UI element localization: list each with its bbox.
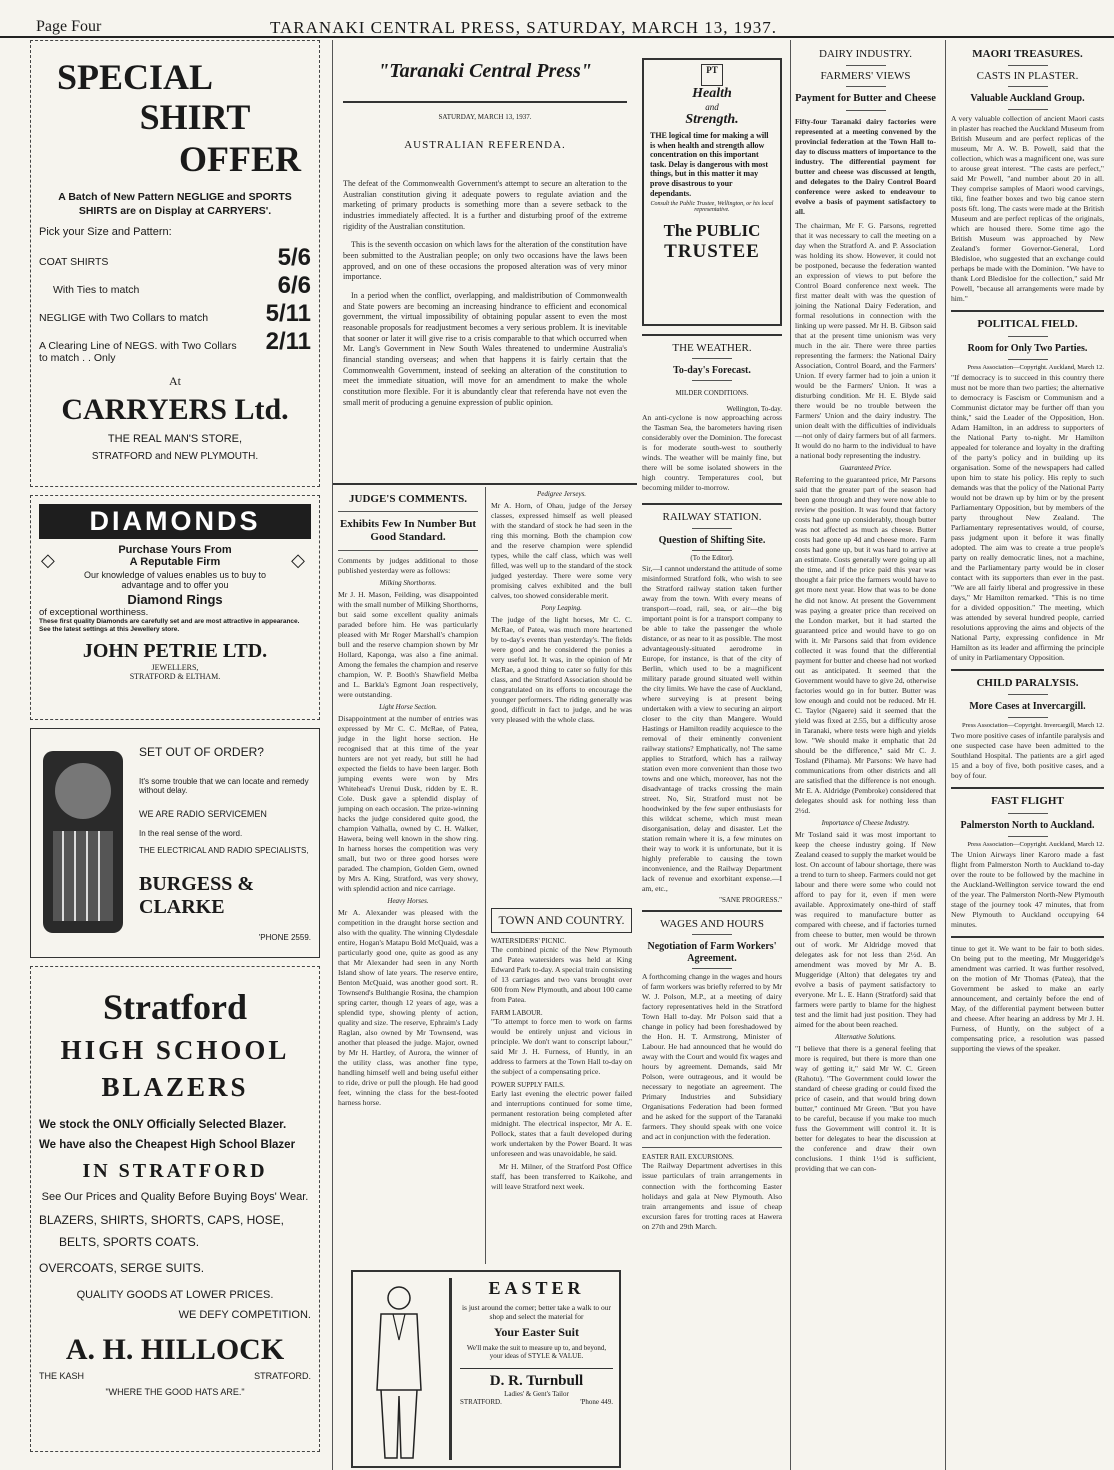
section-head: MILDER CONDITIONS. <box>675 389 749 398</box>
ad-question: SET OUT OF ORDER? <box>139 745 264 759</box>
paragraph: Comments by judges additional to those published yesterday were as follows: <box>338 555 478 575</box>
blazers-ad <box>30 966 320 1452</box>
paragraph: Referring to the guaranteed price, Mr Parsons said that the greater part of the season had been gone through and they were now able to review the position. It was found that factory costs had gone up considerably, though butter was not affected as much as cheese. Butter costs had gone up 4d and cheese more. Farm costs had gone up, but it was hard to arrive at an estimate. Costs generally were going up all the time, and if the price paid this year was thought a fair price the farmers would have to get more next year. How that was to be done he did not know. At present the Government was paying a greater price than received on the London market, but it had started the guaranteed price and would have to go on with it. Mr Parsons said that from evidence collected it was found that the differential payment for butter and cheese had not worked out as anticipated. It seemed that the Government would have to give 2d, otherwise factories would go in for butter. Butter was low enough and could not be reduced. Mr H. C. Taylor (Ngaere) said it seemed that the yield was fixed at 2.55, but a difficulty arose in Taranaki, where tests were high and yields low. "We should make it emphatic that 2d should be the difference," said Mr C. J. Tosland (Pihama). Mr Parsons: We have had communications from other districts and all are satisfied that the difference is not enough. Mr E. A. Aldridge (Pembroke) considered that delegates should ask for nothing less than 2½d. <box>795 475 936 815</box>
ad-line: BELTS, SPORTS COATS. <box>59 1235 200 1249</box>
article-headline: POLITICAL FIELD. <box>977 318 1078 331</box>
ad-line: JEWELLERS, <box>151 662 199 672</box>
article-subheadline: Negotiation of Farm Workers' Agreement. <box>647 941 777 965</box>
paragraph: The defeat of the Commonwealth Government's attempt to secure an alteration to the Australian constitution giving it adequate powers to regulate aviation and the marketing of primary products is something more than a severe setback to the industries immediately affected. It is a further and disturbing proof of the extreme rigidity of the Australian constitution. <box>343 179 627 231</box>
ad-line: IN STRATFORD <box>82 1160 268 1182</box>
ad-store: A. H. HILLOCK <box>65 1333 285 1366</box>
article-subheadline: Palmerston North to Auckland. <box>960 819 1095 831</box>
ad-at: At <box>169 374 181 389</box>
section-head: Milking Shorthorns. <box>379 578 437 587</box>
public-trustee-logo: PT <box>701 64 723 86</box>
ad-store: BURGESS & CLARKE <box>139 873 255 918</box>
ad-intro: A Batch of New Pattern NEGLIGE and SPORTS SHIRTS are on Display at CARRYERS'. <box>58 191 292 217</box>
editorial-title: AUSTRALIAN REFERENDA. <box>404 139 566 151</box>
paragraph: Mr Tosland said it was most important to keep the cheese industry going. If New Zealand ceased to supply the market would be lost. On account of labour shortage, there was a trend to turn to sheep. Farmers could not get labour and there were some who could not afford to pay for it, even if men were available. Approximately one-third of staff was required to manufacture butter as compared with cheese, and if factories turned from cheese to butter, men would be thrown out of work. Mr Aldridge moved that delegates ask for not less than 2½d. An amendment was moved by Mr A. B. Muggeridge (Alton) that delegates try and evolve a basis of payment satisfactory to everyone. Mr L. E. Hann (Stratford) said that farmers were partly to blame for the highest test and the limit had just position. They had aimed for the about been reached. <box>795 829 936 1030</box>
radio-cabinet-illustration <box>39 747 127 937</box>
ad-phone: 'PHONE 2559. <box>258 933 311 942</box>
political-field-article <box>951 318 1104 663</box>
ad-headline-shirt: SHIRT <box>139 97 251 137</box>
paragraph: Disappointment at the number of entries was expressed by Mr C. C. McRae, of Patea, judge in the light horse section. He recognised that at this time of the year hunters are not yet ready, but still he had expected the fields to have been larger. Both jumping events were won by Mrs Whitehead's Urenui Dusk, ridden by E. R. Cole. Dusk gave a splendid display of jumping on each occasion. The prize-winning hacks the judge considered quite good, the champion Valhalla, owned by C. H. Walker, Hawera, being well known in the show ring. In harness horses the competition was very small, but two or three good horses were paraded. The champion, Golden Gem, owned by Mrs A. King, Stratford, was very showy, with splendid action and nice carriage. <box>338 713 478 894</box>
price-row: COAT SHIRTS 5/6 <box>39 244 311 272</box>
paragraph: Two more positive cases of infantile paralysis and one suspected case have been admitted to the Southland Hospital. The patients are a girl aged 15 and a boy of five, both positive cases, and a boy of four. <box>951 731 1104 781</box>
article-headline: JUDGE'S COMMENTS. <box>349 493 467 505</box>
article-subheadline: More Cases at Invercargill. <box>969 701 1086 713</box>
ad-headline: HIGH SCHOOL <box>60 1035 290 1065</box>
price-row: A Clearing Line of NEGS. with Two Collars to match . . Only 2/11 <box>39 328 311 365</box>
paragraph: Mr A. Alexander was pleased with the competition in the draught horse section and also with the quality. The winning Clydesdale entire, Hogan's Matapu Bold McQuaid, was a particularly good one, quite as good as any that Mr Alexander had seen in any North Island show of late years. The reserve entire, Benton McQuaid, was another good sort. R. Townsend's Bulthangie Rosina, the champion spring carter, though 12 years of age, was a splendid type, showing plenty of action, quality and size. The reserve, Ephraim's Lady Raglan, also owned by Mr Townsend, was another that pleased the judge. Major, owned by Mr H. Hartley, of Aurora, the winner of the utility class, was another fine type, handling himself well and being useful either to ride, drive or pull the plough. He had good feet, winning the class for the best-footed harness horse. <box>338 908 478 1108</box>
ad-line: is just around the corner; better take a walk to our shop and select the material for <box>461 1303 612 1321</box>
wages-and-hours-article <box>642 918 782 1142</box>
ad-line: A Reputable Firm <box>129 556 221 568</box>
section-head: Light Horse Section. <box>379 702 437 711</box>
man-in-suit-illustration <box>359 1280 439 1464</box>
ad-line: We'll make the suit to measure up to, and beyond, your ideas of STYLE & VALUE. <box>466 1344 607 1360</box>
section-head: (To the Editor). <box>690 553 734 562</box>
ad-line: Purchase Yours From <box>118 544 232 556</box>
article-headline: MAORI TREASURES. <box>972 48 1083 60</box>
section-head: Pedigree Jerseys. <box>536 490 587 498</box>
fast-flight-article <box>951 795 1104 929</box>
paragraph: The Union Airways liner Karoro made a fast flight from Palmerston North to Auckland to-day over the route to be followed by the machine in the Auckland-Wellington service toward the end of the year. The Palmerston North-New Plymouth stage of the journey took 47 minutes, that from New Plymouth to Auckland occupying 64 minutes. <box>951 849 1104 929</box>
easter-suit-ad <box>351 1270 621 1468</box>
article-subheadline: Valuable Auckland Group. <box>970 93 1085 105</box>
diamond-icon: ◇ <box>291 550 305 570</box>
dateline: Wellington, To-day. <box>726 405 782 414</box>
paragraph: In a period when the conflict, overlapping, and maldistribution of Commonwealth and State powers are becoming an increasing hindrance to efficient and economical government, the virtual impossibility of obtaining popular assent to even the most reasonable proposals for readjustment becomes a very serious problem. It is inevitable that sooner or later it will give rise to a crisis comparable to that which occurred when Mr. Lang's Government in New South Wales threatened to undermine Australia's financial standing overseas; and when that happens it is fairly certain that the Commonwealth Government, instead of seeking an alteration of the constitution to meet the immediate situation, will move for an amendment to make the whole constitution more flexible. For it is abundantly clear that referenda have not even the small merit of producing a genuine expression of public opinion. <box>343 291 627 407</box>
article-headline: DAIRY INDUSTRY. <box>819 48 912 60</box>
article-subheadline: Payment for Butter and Cheese <box>795 93 936 105</box>
shirt-offer-ad <box>30 40 320 487</box>
article-headline: TOWN AND COUNTRY. <box>491 908 632 933</box>
paragraph: The judge of the light horses, Mr C. C. McRae, of Patea, was much more heartened by to-day's events than yesterday's. The fields were good and he considered the ponies a very useful lot. It was, in the opinion of Mr McRae, a good thing to cater so fully for this class, and the Stratford Association should be congratulated on its efforts to encourage the younger performers. The riding generally was good, difficult in fact to judge, and he was very pleased with the whole class. <box>491 615 632 725</box>
radio-repair-ad <box>30 728 320 958</box>
article-subheadline: Room for Only Two Parties. <box>967 342 1088 354</box>
ad-line: It's some trouble that we can locate and remedy without delay. <box>139 777 309 795</box>
ad-line: 'Phone 449. <box>580 1398 613 1406</box>
price-row: NEGLIGE with Two Collars to match 5/11 <box>39 300 311 328</box>
paragraph: An anti-cyclone is now approaching across the Tasman Sea, the barometers having risen considerably over the Dominion. The forecast is for moderate south-west to southerly winds. The weather will be mainly fine, but there will be some isolated showers in the high country. Temperatures cool, but becoming milder to-morrow. <box>642 413 782 493</box>
paragraph: "I believe that there is a general feeling that more is required, but there is more than one way of getting it," said Mr W. C. Green (Rahotu). "The Government could lower the standard of cheese grading or could fixed the price of casein, and that would bring down butter," continued Mr Green. "But you have to be careful, because if you make too much fuss the Government will control it. It is better for delegates to hear the discussion at the conference and draw their own conclusions. I think 1½d is sufficient, providing that we can con- <box>795 1044 936 1174</box>
ad-brand: TRUSTEE <box>664 241 760 263</box>
ad-line: Health <box>692 86 732 101</box>
paragraph: "To attempt to force men to work on farms would be entirely unjust and vicious in principle. We don't want to conscript labour," said Mr J. H. Furness, of Huntly, in an address to farmers at the Town Hall to-day on the subject of a compensating price. <box>491 1017 632 1077</box>
ad-store: JOHN PETRIE LTD. <box>82 639 268 662</box>
article-headline: CHILD PARALYSIS. <box>976 677 1079 690</box>
section-head: Pony Leaping. <box>541 604 582 613</box>
easter-rail-article <box>642 1153 782 1231</box>
paragraph: Early last evening the electric power failed and interruptions continued for some time, permanent restoration being completed after midnight. The electrical inspector, Mr A. E. Pollock, states that a fault developed during work undertaken by the Power Board. It was unforeseen and was unavoidable, he said. <box>491 1089 632 1159</box>
ad-headline-special: SPECIAL <box>57 57 214 97</box>
ad-line: Our knowledge of values enables us to buy to advantage and to offer you <box>83 570 267 590</box>
paper-title: "Taranaki Central Press" <box>378 60 592 82</box>
ad-line: STRATFORD. <box>254 1371 311 1381</box>
ad-headline: EASTER <box>488 1278 585 1298</box>
ad-line: WE ARE RADIO SERVICEMEN <box>139 809 267 819</box>
ad-headline: BLAZERS <box>101 1072 249 1102</box>
article-subheadline: Exhibits Few In Number But Good Standard. <box>339 518 477 544</box>
section-head: POWER SUPPLY FAILS. <box>491 1081 565 1090</box>
column-four <box>790 40 940 1470</box>
article-headline: FAST FLIGHT <box>991 795 1064 808</box>
price-row: With Ties to match 6/6 <box>53 272 311 300</box>
column-three <box>642 40 782 1470</box>
ad-body: THE logical time for making a will is when health and strength allow concentration on this important task. Delay is dangerous with most things, but in this matter it may prove disastrous to your dependants. <box>650 131 769 198</box>
ad-line: We have also the Cheapest High School Blazer <box>39 1139 296 1151</box>
dateline: Press Association—Copyright. Auckland, March 12. <box>967 363 1104 371</box>
ad-line: BLAZERS, SHIRTS, SHORTS, CAPS, HOSE, <box>39 1213 284 1227</box>
section-head: Importance of Cheese Industry. <box>821 818 910 827</box>
ad-line: We stock the ONLY Officially Selected Blazer. <box>39 1119 287 1131</box>
ad-line: These first quality Diamonds are carefully set and are most attractive in appearance. See the latest settings at this Jewellery store. <box>39 618 300 633</box>
diamond-icon: ◇ <box>41 550 55 570</box>
ad-line: Diamond Rings <box>127 592 223 607</box>
paragraph: Mr A. Horn, of Ohau, judge of the Jersey classes, expressed himself as well pleased with the standard of stock he had seen in the ring this morning. Both the champion cow and the reserve champion were splendid types, while the calf class, which was well filled, was well up to the standard of the stock judged yesterday. There were some very promising calves exhibited and the bull calves, too showed considerable merit. <box>491 501 632 601</box>
ad-line: STRATFORD & ELTHAM. <box>129 671 221 681</box>
article-subheadline: To-day's Forecast. <box>673 365 751 377</box>
ad-line: QUALITY GOODS AT LOWER PRICES. <box>76 1289 274 1301</box>
dateline: Press Association—Copyright. Invercargill, March 12. <box>962 722 1104 730</box>
ad-line: In the real sense of the word. <box>139 829 243 838</box>
ad-line: THE ELECTRICAL AND RADIO SPECIALISTS, <box>139 846 309 855</box>
section-head: Alternative Solutions. <box>835 1033 896 1042</box>
ad-line: of exceptional worthiness. <box>39 607 149 618</box>
ad-line: WE DEFY COMPETITION. <box>178 1309 311 1321</box>
ad-line: Ladies' & Gent's Tailor <box>504 1390 569 1398</box>
paragraph: The Railway Department advertises in this issue particulars of train arrangements in connection with the forthcoming Easter holidays and gala at New Plymouth. Also train arrangements and issue of cheap excursion fares for trotting races at Hawera on 27th and 29th March. <box>642 1161 782 1231</box>
dateline: Press Association—Copyright. Auckland, March 12. <box>967 840 1104 848</box>
ad-store: CARRYERS Ltd. <box>61 393 289 427</box>
paragraph: This is the seventh occasion on which laws for the alteration of the constitution have been submitted to the Australian people; on only two occasions have the laws been approved, and on one of these occasions the proposed alteration was of very minor importance. <box>343 240 627 282</box>
ad-line: OVERCOATS, SERGE SUITS. <box>39 1261 205 1275</box>
ad-pick: Pick your Size and Pattern: <box>39 226 172 239</box>
article-headline: WAGES AND HOURS <box>660 918 764 931</box>
section-head: WATERSIDERS' PICNIC. <box>491 937 567 945</box>
ad-headline-offer: OFFER <box>179 139 301 179</box>
article-subheadline: CASTS IN PLASTER. <box>976 70 1079 83</box>
ad-slogan: "WHERE THE GOOD HATS ARE." <box>105 1387 245 1397</box>
paragraph: A forthcoming change in the wages and hours of farm workers was briefly referred to by Mr W. J. Polson, M.P., at a meeting of dairy factory representatives held in the Stratford Town Hall to-day. Mr Polson said that a change in policy had been foreshadowed by the Hon. H. T. Armstrong, Minister of Labour. He had announced that he would do away with the Court and would fix wages and hours by agreement. Demands, said Mr Polson, were outrageous, and it would be necessary to negotiate an agreement. The Primary Industries and Subsidiary Organisations Federation had been formed and he asked for the support of the Taranaki farmers. They should speak with one voice and act in conjunction with the federation. <box>642 972 782 1142</box>
editorial-date: SATURDAY, MARCH 13, 1937. <box>438 113 532 121</box>
section-head: Guaranteed Price. <box>839 464 892 473</box>
ad-line: Consult the Public Trustee, Wellington, or his local representative. <box>650 201 774 214</box>
paragraph: "If democracy is to succeed in this country there must not be more than two parties; the alternative to democracy is Fascism or Communism and a Communist dictator may be further off than you think," said the Leader of the Opposition, Hon. Adam Hamilton, in an address to supporters of the National Party to-night. Mr Hamilton appealed for tolerance and loyalty in the drafting of the party's policy and in building up its organisation. Some of the newspapers had called upon him to state his policy. His reply to such demands was that the policy of the National Party would not be drawn up by him or by the present Parliamentary Opposition, but by members of the party throughout New Zealand. The Parliamentary representatives would, of course, pass judgment upon it before it was finally adopted. The aim was to create a true people's party on really democratic lines, not a machine, and the Parliamentary party would be in closer contact with its supporters than ever in the past. "We are all fairly liberal and progressive in these days," Mr Hamilton remarked. "This is no time for a divided opposition." The meeting, which was attended by several hundred people, carried resolutions approving the aims and objects of the National Party, expressing confidence in Mr Hamilton as its leader and affirming the principle of unity in Parliamentary Opposition. <box>951 372 1104 663</box>
judges-comments-continued <box>485 487 637 907</box>
paragraph: tinue to get it. We want to be fair to both sides. On being put to the meeting, Mr Muggeridge's amendment was carried. It was further resolved, on the motion of Mr Thomas (Patea), that the Government be asked to make an early announcement, and certainly before the end of May, of the differential payment between butter and cheese. After hearing an address by Mr J. H. Furness, of Huntly, on the subject of a compensating price, a resolution was passed supporting the views of the speaker. <box>951 943 1104 1053</box>
ad-line: STRATFORD. <box>460 1398 502 1406</box>
railway-station-letter <box>642 511 782 904</box>
paragraph: The combined picnic of the New Plymouth and Patea watersiders was held at King Edward Park to-day. A special train consisting of 13 carriages and two vans brought over 600 from New Plymouth, and about 100 came from Patea. <box>491 945 632 1005</box>
column-editorial <box>332 40 637 1470</box>
paragraph: The chairman, Mr F. G. Parsons, regretted that it was necessary to call the meeting on a day when the Stratford A. and P. Association was holding its show. However, it could not be postponed, because the federation wanted an expression of views to put before the Control Board conference next week. The first matter dealt with was the question of joining the National Dairy Federation, and formal resolutions in connection with the linking up were passed. Mr H. B. Gibson said that at the present time unionism was very much in the air. There were three parties representing the farmers: the National Dairy Association, Control Board, and the Farmers' Union. If every farmer had to join a union it would be the Farmers' Union. It was a disturbing condition. Mr H. E. Blyde said there would be no trouble between the Farmers' Union and the dairy industry. The union dealt with the difficulties of individuals—not only of dairy farmers but of all farmers. It would do no harm to the individual to have a national body representing the industry. <box>795 220 936 461</box>
ad-headline: Stratford <box>103 987 247 1027</box>
section-head: Heavy Horses. <box>387 897 429 906</box>
paragraph: Mr J. H. Mason, Feilding, was disappointed with the small number of Milking Shorthorns, but said some excellent quality animals paraded before him. He was particularly pleased with Mr Roger Marshall's champion bull and the reserve champion shown by Mr Hollard, Kaponga, was also a fine animal. Among the females the champion and reserve champion, W. P. Booth's Shawfield Melba and L. Barkla's Egmont Joan respectively, were outstanding. <box>338 589 478 699</box>
section-head: EASTER RAIL EXCURSIONS. <box>642 1153 734 1162</box>
lead-paragraph: Fifty-four Taranaki dairy factories were represented at a meeting convened by the provincial federation at the Town Hall to-day to discuss matters of importance to the industry. The differential payment for butter and cheese was discussed at length, and delegates to the Dairy Control Board conference were asked to endeavour to evolve a basis of payment satisfactory to all. <box>795 116 936 216</box>
ad-line: See Our Prices and Quality Before Buying Boys' Wear. <box>41 1191 309 1203</box>
article-headline: THE WEATHER. <box>672 342 752 354</box>
ad-tag: THE REAL MAN'S STORE, <box>107 433 243 446</box>
diamonds-banner: DIAMONDS <box>39 504 311 539</box>
child-paralysis-article <box>951 677 1104 781</box>
column-five <box>945 40 1109 1470</box>
ad-line: THE KASH <box>39 1371 85 1381</box>
paragraph: A very valuable collection of ancient Maori casts in plaster has reached the Auckland Museum from British Museum and are perfect replicas of the museum, Mr A. W. B. Powell, said that the collection, which was a magnificent one, was sure to arouse great interest. "The casts are perfect," said Mr Powell, "and number about 20 in all. They comprise samples of Maori wood carvings, tiki, fine feather boxes and two big canoe stern posts 6ft. long. The casts were made at the British Museum and are perfect replicas of the originals, which are housed there. Some time ago the British Museum was approached by New Zealand's former Governor-General, Lord Bledisloe, who suggested that an exchange could perhaps be made with the Dominion. "We have to thank Lord Bledisloe for the collection," said Mr Powell, "because all arrangements were made by him." <box>951 114 1104 304</box>
dairy-industry-article <box>791 48 940 1174</box>
ad-store: D. R. Turnbull <box>460 1368 613 1390</box>
column-advertisements <box>30 40 320 1470</box>
section-head: FARM LABOUR. <box>491 1009 543 1018</box>
page-number: Page Four <box>36 18 102 35</box>
article-subheadline: Question of Shifting Site. <box>658 534 766 546</box>
public-trustee-ad <box>642 58 782 326</box>
signature: "SANE PROGRESS." <box>719 896 782 905</box>
weather-article <box>642 342 782 493</box>
ad-loc: STRATFORD and NEW PLYMOUTH. <box>91 451 259 463</box>
paragraph: Mr H. Milner, of the Stratford Post Office staff, has been transferred to Kaikohe, and will leave Stratford next week. <box>491 1162 632 1192</box>
masthead-line: TARANAKI CENTRAL PRESS, SATURDAY, MARCH 13, 1937. <box>270 18 778 37</box>
town-and-country-column <box>485 904 637 1264</box>
paragraph: Sir,—I cannot understand the attitude of some misinformed Stratford folk, who wish to see the Stratford railway station taken further away from the town. With every means of transport—road, rail, sea, or air—the big important point is for a transport company to be able to take the passenger the whole distance, or as near to it as possible. The most advantageously-situated aerodrome in Europe, for instance, is that of the city of Berlin, which used to be a magnificent military parade ground situated well within the city limits. We have the case of Auckland, where surveying is at present being undertaken with a view to securing an airport closer to the city than Mangere. Would Hastings or Hamilton readily acquiesce to the removal of their eminently convenient railway stations? Emphatically, no! The same applies to Stratford, which has a railway station even more convenient than those two towns and one which, moreover, has not the disadvantage of tracks crossing the main street. No, Sir, Stratford must not be hoodwinked by the few super enthusiasts for this wildcat scheme, which must mean disorganisation, delay and disaster. Let the station remain where it is, a few minutes on their way to work it is unfortunate, but it is highly preferable to causing the town inconvenience, and the Railway Department lack of revenue and exorbitant expense.—I am, etc., <box>642 563 782 893</box>
ad-brand: The PUBLIC <box>663 221 761 241</box>
article-subheadline: FARMERS' VIEWS <box>820 70 911 83</box>
page-header <box>0 0 1114 38</box>
ad-line: Your Easter Suit <box>494 1325 579 1339</box>
ad-line: and <box>705 102 719 112</box>
article-headline: RAILWAY STATION. <box>662 511 762 524</box>
maori-treasures-article <box>951 48 1104 304</box>
ad-line: Strength. <box>685 112 739 127</box>
diamonds-ad <box>30 495 320 720</box>
